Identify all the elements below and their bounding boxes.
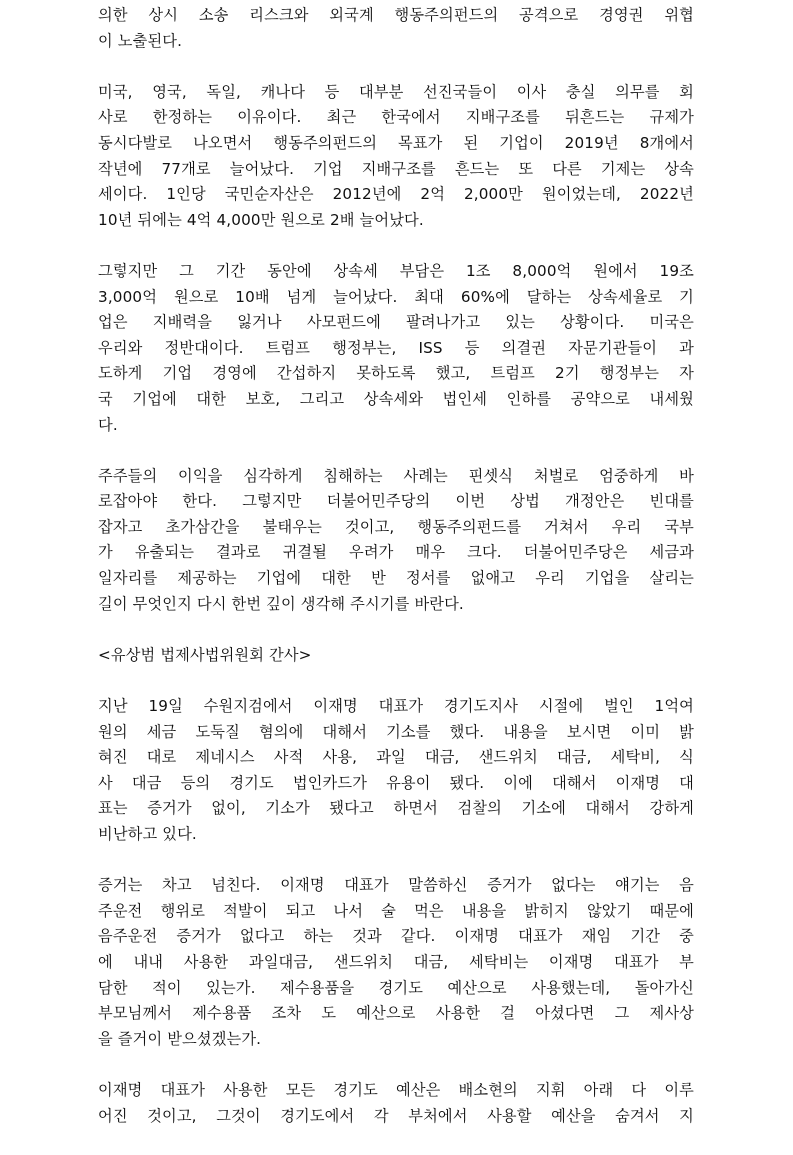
text-line: 부모님께서 제수용품 조차 도 예산으로 사용한 걸 아셨다면 그 제사상	[98, 1004, 694, 1023]
text-line: 그렇지만 그 기간 동안에 상속세 부담은 1조 8,000억 원에서 19조	[98, 261, 694, 280]
text-line: 담한 적이 있는가. 제수용품을 경기도 예산으로 사용했는데, 돌아가신	[98, 978, 694, 997]
text-line: 10년 뒤에는 4억 4,000만 원으로 2배 늘어났다.	[98, 210, 424, 229]
text-line: 증거는 차고 넘친다. 이재명 대표가 말씀하신 증거가 없다는 얘기는 음	[98, 876, 694, 895]
text-line: 도하게 기업 경영에 간섭하지 못하도록 했고, 트럼프 2기 행정부는 자	[98, 364, 694, 383]
document-page	[98, 3, 694, 1155]
text-line: 이 노출된다.	[98, 31, 183, 50]
text-line: 세이다. 1인당 국민순자산은 2012년에 2억 2,000만 원이었는데, 2022년	[98, 185, 694, 204]
body-paragraph	[98, 464, 694, 618]
text-line: 을 즐거이 받으셨겠는가.	[98, 1029, 262, 1048]
text-line: 지난 19일 수원지검에서 이재명 대표가 경기도지사 시절에 벌인 1억여	[98, 697, 694, 716]
body-paragraph	[98, 80, 694, 234]
text-line: 사 대금 등의 경기도 법인카드가 유용이 됐다. 이에 대해서 이재명 대	[98, 773, 694, 792]
section-heading	[98, 643, 694, 669]
body-paragraph	[98, 873, 694, 1052]
text-line: 작년에 77개로 늘어났다. 기업 지배구조를 흔드는 또 다른 기제는 상속	[98, 159, 694, 178]
text-line: 로잡아야 한다. 그렇지만 더불어민주당의 이번 상법 개정안은 빈대를	[98, 492, 694, 511]
text-line: 길이 무엇인지 다시 한번 깊이 생각해 주시기를 바란다.	[98, 594, 464, 613]
body-paragraph	[98, 694, 694, 848]
text-line: 동시다발로 나오면서 행동주의펀드의 목표가 된 기업이 2019년 8개에서	[98, 133, 694, 152]
text-line: 주주들의 이익을 심각하게 침해하는 사례는 핀셋식 처벌로 엄중하게 바	[98, 466, 694, 485]
text-line: 비난하고 있다.	[98, 825, 197, 843]
text-line: <유상범 법제사법위원회 간사>	[98, 645, 312, 664]
text-line: 국 기업에 대한 보호, 그리고 상속세와 법인세 인하를 공약으로 내세웠	[98, 389, 694, 408]
text-line: 일자리를 제공하는 기업에 대한 반 정서를 없애고 우리 기업을 살리는	[98, 569, 694, 588]
text-line: 사로 한정하는 이유이다. 최근 한국에서 지배구조를 뒤흔드는 규제가	[98, 108, 694, 127]
text-line: 이재명 대표가 사용한 모든 경기도 예산은 배소현의 지휘 아래 다 이루	[98, 1080, 694, 1099]
text-line: 음주운전 증거가 없다고 하는 것과 같다. 이재명 대표가 재임 기간 중	[98, 927, 694, 946]
text-line: 미국, 영국, 독일, 캐나다 등 대부분 선진국들이 이사 충실 의무를 회	[98, 82, 694, 101]
text-line: 주운전 행위로 적발이 되고 나서 술 먹은 내용을 밝히지 않았기 때문에	[98, 901, 694, 920]
body-paragraph	[98, 3, 694, 54]
text-line: 잡자고 초가삼간을 불태우는 것이고, 행동주의펀드를 거쳐서 우리 국부	[98, 517, 694, 536]
text-line: 우리와 정반대이다. 트럼프 행정부는, ISS 등 의결권 자문기관들이 과	[98, 338, 694, 357]
text-line: 업은 지배력을 잃거나 사모펀드에 팔려나가고 있는 상황이다. 미국은	[98, 313, 694, 332]
text-line: 가 유출되는 결과로 귀결될 우려가 매우 크다. 더불어민주당은 세금과	[98, 543, 694, 562]
body-paragraph	[98, 1078, 694, 1129]
text-line: 에 내내 사용한 과일대금, 샌드위치 대금, 세탁비는 이재명 대표가 부	[98, 952, 694, 971]
body-paragraph	[98, 259, 694, 438]
text-line: 어진 것이고, 그것이 경기도에서 각 부처에서 사용할 예산을 숨겨서 지	[98, 1106, 694, 1125]
text-line: 다.	[98, 415, 118, 434]
text-line: 3,000억 원으로 10배 넘게 늘어났다. 최대 60%에 달하는 상속세율로 기	[98, 287, 694, 306]
text-line: 표는 증거가 없이, 기소가 됐다고 하면서 검찰의 기소에 대해서 강하게	[98, 799, 694, 818]
text-line: 혀진 대로 제네시스 사적 사용, 과일 대금, 샌드위치 대금, 세탁비, 식	[98, 748, 694, 767]
text-line: 의한 상시 소송 리스크와 외국계 행동주의펀드의 공격으로 경영권 위협	[98, 6, 694, 24]
text-line: 원의 세금 도둑질 혐의에 대해서 기소를 했다. 내용을 보시면 이미 밝	[98, 722, 694, 741]
